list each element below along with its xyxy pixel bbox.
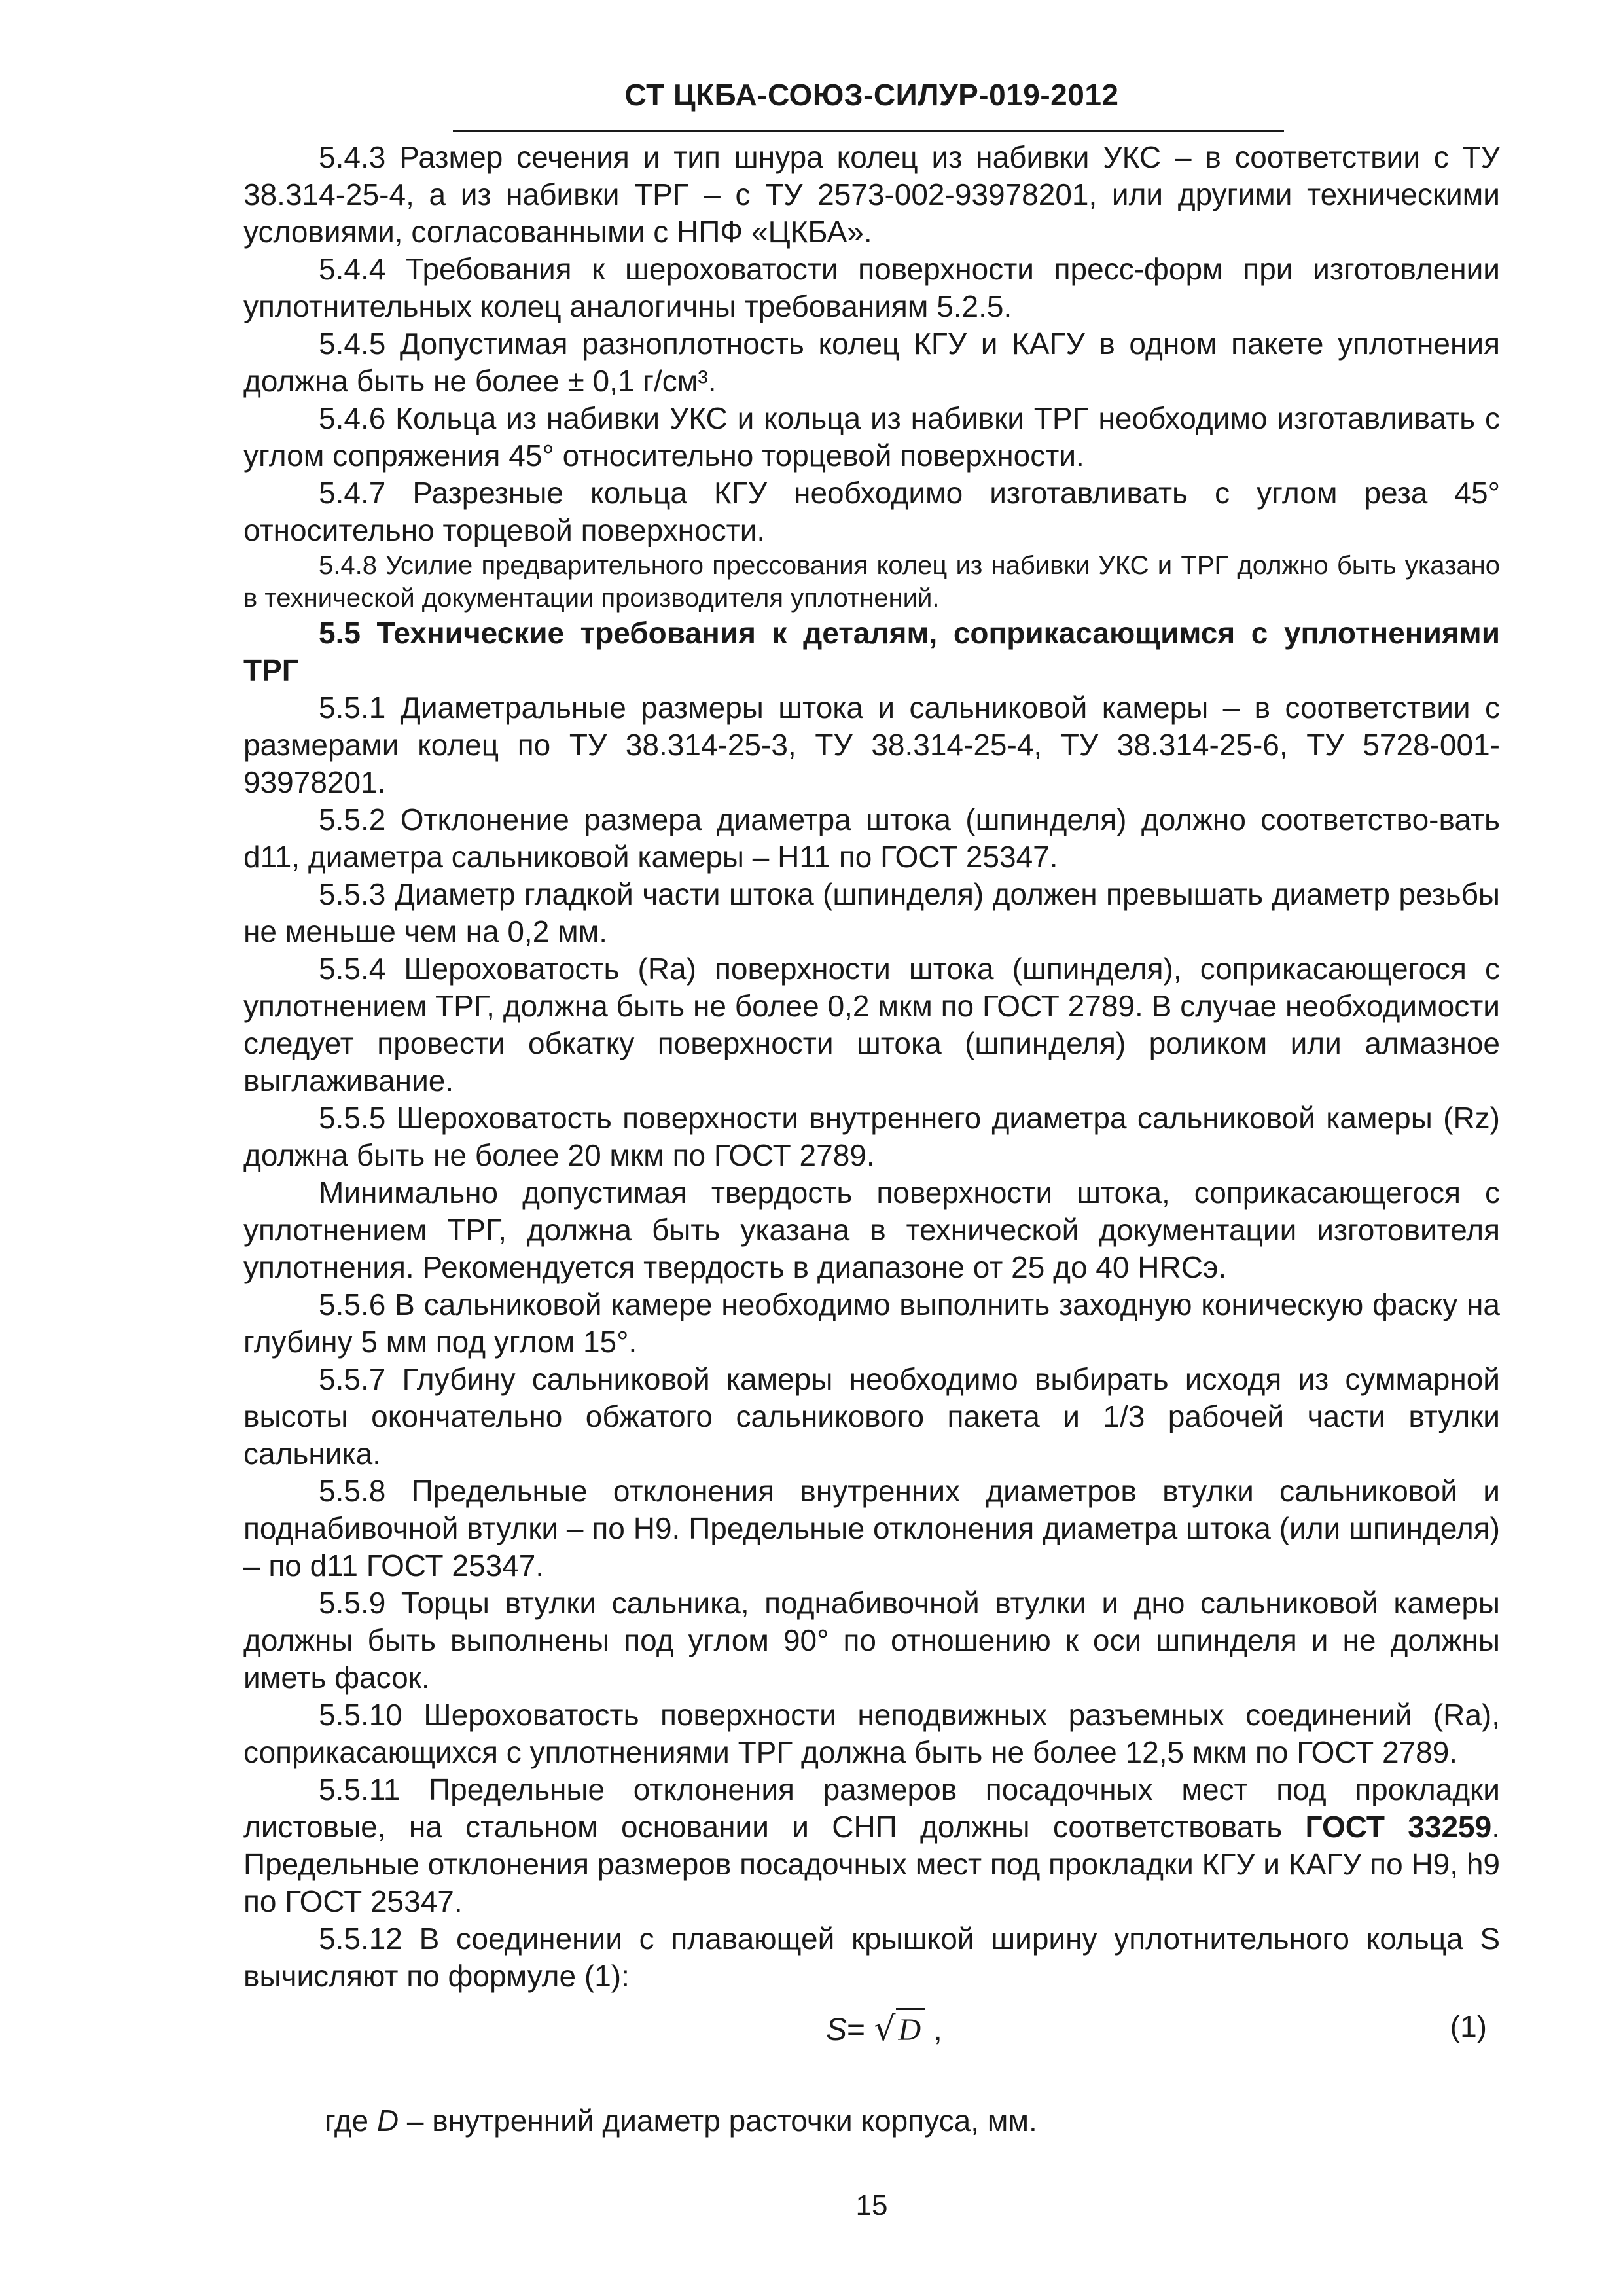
formula-number: (1) [1450,2009,1487,2043]
formula-sqrt [874,2008,925,2049]
page-number: 15 [855,2189,888,2221]
formula-1 [826,2008,942,2049]
document-body [243,139,1500,2140]
formula-equals: = [847,2013,874,2047]
gost-33259-reference: ГОСТ 33259 [1305,1810,1492,1844]
formula-row [243,1999,1500,2064]
paragraph-5-5-8: 5.5.8 Предельные отклонения внутренних диаметров втулки сальниковой и поднабивочной втулки – по H9. Предельные отклонения диаметра штока (или шпинделя) – по d11 ГОСТ 25347. [243,1474,1500,1583]
paragraph-5-5-11 [243,1771,1500,1920]
formula-radicand: D [896,2008,925,2049]
paragraph-5-4-6: 5.4.6 Кольца из набивки УКС и кольца из набивки ТРГ необходимо изготавливать с углом сопряжения 45° относительно торцевой поверхности. [243,401,1500,473]
document-header-title: СТ ЦКБА-СОЮЗ-СИЛУР-019-2012 [624,78,1119,112]
paragraph-5-5-10: 5.5.10 Шероховатость поверхности неподвижных разъемных соединений (Ra), соприкасающихся с уплотнениями ТРГ должна быть не более 12,5 мкм по ГОСТ 2789. [243,1698,1500,1769]
where-variable: D [376,2104,399,2138]
formula-trailing-comma: , [925,2013,942,2047]
paragraph-5-4-7: 5.4.7 Разрезные кольца КГУ необходимо изготавливать с углом реза 45° относительно торцевой поверхности. [243,476,1500,547]
paragraph-5-4-3: 5.4.3 Размер сечения и тип шнура колец из набивки УКС – в соответствии с ТУ 38.314-25-4, а из набивки ТРГ – с ТУ 2573-002-93978201, или другими техническими условиями, согласованными с НПФ «ЦКБА». [243,140,1500,249]
paragraph-5-5-5: 5.5.5 Шероховатость поверхности внутреннего диаметра сальниковой камеры (Rz) должна быть не более 20 мкм по ГОСТ 2789. [243,1101,1500,1172]
where-text: – внутренний диаметр расточки корпуса, мм. [399,2104,1037,2138]
formula-lhs: S [826,2013,847,2047]
document-page [243,0,1500,2296]
sqrt-icon: √ [874,2009,896,2049]
section-heading-5-5: 5.5 Технические требования к деталям, соприкасающимся с уплотнениями ТРГ [243,616,1500,687]
paragraph-5-5-2: 5.5.2 Отклонение размера диаметра штока (шпинделя) должно соответство-вать d11, диаметра сальниковой камеры – H11 по ГОСТ 25347. [243,802,1500,874]
paragraph-5-5-11-text-start: 5.5.11 Предельные отклонения размеров посадочных мест под прокладки листовые, на стальном основании и СНП должны соответствовать [243,1772,1500,1844]
paragraph-5-4-8: 5.4.8 Усилие предварительного прессования колец из набивки УКС и ТРГ должно быть указано в технической документации производителя уплотнений. [243,551,1500,613]
paragraph-5-5-6: 5.5.6 В сальниковой камере необходимо выполнить заходную коническую фаску на глубину 5 мм под углом 15°. [243,1287,1500,1359]
paragraph-5-5-9: 5.5.9 Торцы втулки сальника, поднабивочной втулки и дно сальниковой камеры должны быть выполнены под углом 90° по отношению к оси шпинделя и не должны иметь фасок. [243,1586,1500,1695]
paragraph-5-5-4: 5.5.4 Шероховатость (Ra) поверхности штока (шпинделя), соприкасающегося с уплотнением ТРГ, должна быть не более 0,2 мкм по ГОСТ 2789. В случае необходимости следует провести обкатку поверхности штока (шпинделя) роликом или алмазное выглаживание. [243,952,1500,1098]
paragraph-5-5-3: 5.5.3 Диаметр гладкой части штока (шпинделя) должен превышать диаметр резьбы не меньше чем на 0,2 мм. [243,877,1500,948]
paragraph-5-4-4: 5.4.4 Требования к шероховатости поверхности пресс-форм при изготовлении уплотнительных колец аналогичны требованиям 5.2.5. [243,252,1500,323]
where-prefix: где [325,2104,377,2138]
paragraph-5-5-12: 5.5.12 В соединении с плавающей крышкой ширину уплотнительного кольца S вычисляют по формуле (1): [243,1922,1500,1993]
formula-explanation [243,2102,1500,2140]
paragraph-min-hardness: Минимально допустимая твердость поверхности штока, соприкасающегося с уплотнением ТРГ, должна быть указана в технической документации изготовителя уплотнения. Рекомендуется твердость в диапазоне от 25 до 40 HRCэ. [243,1175,1500,1284]
header-divider [453,130,1284,132]
paragraph-5-4-5: 5.4.5 Допустимая разноплотность колец КГУ и КАГУ в одном пакете уплотнения должна быть не более ± 0,1 г/см³. [243,327,1500,398]
paragraph-5-5-11-text-end: . Предельные отклонения размеров посадочных мест под прокладки КГУ и КАГУ по H9, h9 по ГОСТ 25347. [243,1810,1500,1918]
paragraph-5-5-1: 5.5.1 Диаметральные размеры штока и сальниковой камеры – в соответствии с размерами колец по ТУ 38.314-25-3, ТУ 38.314-25-4, ТУ 38.314-25-6, ТУ 5728-001-93978201. [243,691,1500,799]
paragraph-5-5-7: 5.5.7 Глубину сальниковой камеры необходимо выбирать исходя из суммарной высоты окончательно обжатого сальникового пакета и 1/3 рабочей части втулки сальника. [243,1362,1500,1471]
